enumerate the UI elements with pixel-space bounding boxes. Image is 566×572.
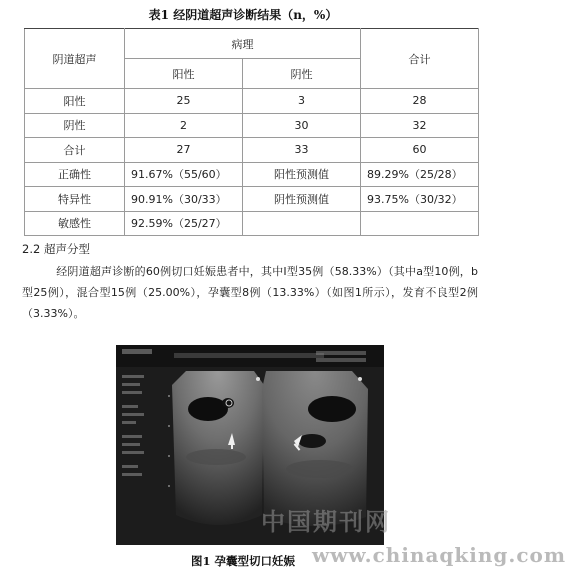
positive-cell: 27 [125,138,243,163]
metric-label-2: 阴性预测值 [243,187,361,212]
metric-label: 特异性 [25,187,125,212]
row-label: 阴性 [25,113,125,138]
metric-row [25,162,479,187]
metric-label: 正确性 [25,162,125,187]
total-header: 合计 [361,29,479,89]
watermark-url: www.chinaqking.com [312,543,566,567]
positive-col-header: 阳性 [125,59,243,89]
metric-label: 敏感性 [25,211,125,236]
negative-cell: 30 [243,113,361,138]
negative-col-header: 阴性 [243,59,361,89]
section-heading: 2.2 超声分型 [22,242,90,256]
positive-cell: 2 [125,113,243,138]
total-cell: 28 [361,89,479,114]
section-paragraph-block [22,261,478,324]
metric-label-2: 阳性预测值 [243,162,361,187]
metric-row [25,211,479,236]
metric-value: 91.67%（55/60） [125,162,243,187]
metric-value-2: 93.75%（30/32） [361,187,479,212]
metric-row [25,187,479,212]
negative-cell: 33 [243,138,361,163]
metric-value: 90.91%（30/33） [125,187,243,212]
row-label: 合计 [25,138,125,163]
results-table [24,28,479,236]
total-cell: 60 [361,138,479,163]
positive-cell: 25 [125,89,243,114]
table-title: 表1 经阴道超声诊断结果（n，%） [148,8,338,22]
table-row [25,113,479,138]
metric-value: 92.59%（25/27） [125,211,243,236]
section-paragraph: 经阴道超声诊断的60例切口妊娠患者中，其中Ⅰ型35例（58.33%）（其中a型10例，b型25例），混合型15例（25.00%），孕囊型8例（13.33%）（如图1所示），发育不良型2例（3.33%）。 [22,265,478,320]
watermark-chinese: 中国期刊网 [261,507,391,536]
row-label-header: 阴道超声 [25,29,125,89]
total-cell: 32 [361,113,479,138]
row-label: 阳性 [25,89,125,114]
negative-cell: 3 [243,89,361,114]
table-row [25,138,479,163]
table-row [25,89,479,114]
metric-value-2: 89.29%（25/28） [361,162,479,187]
metric-label-2 [243,211,361,236]
metric-value-2 [361,211,479,236]
pathology-header: 病理 [125,29,361,59]
figure-caption: 图1 孕囊型切口妊娠 [190,554,295,568]
